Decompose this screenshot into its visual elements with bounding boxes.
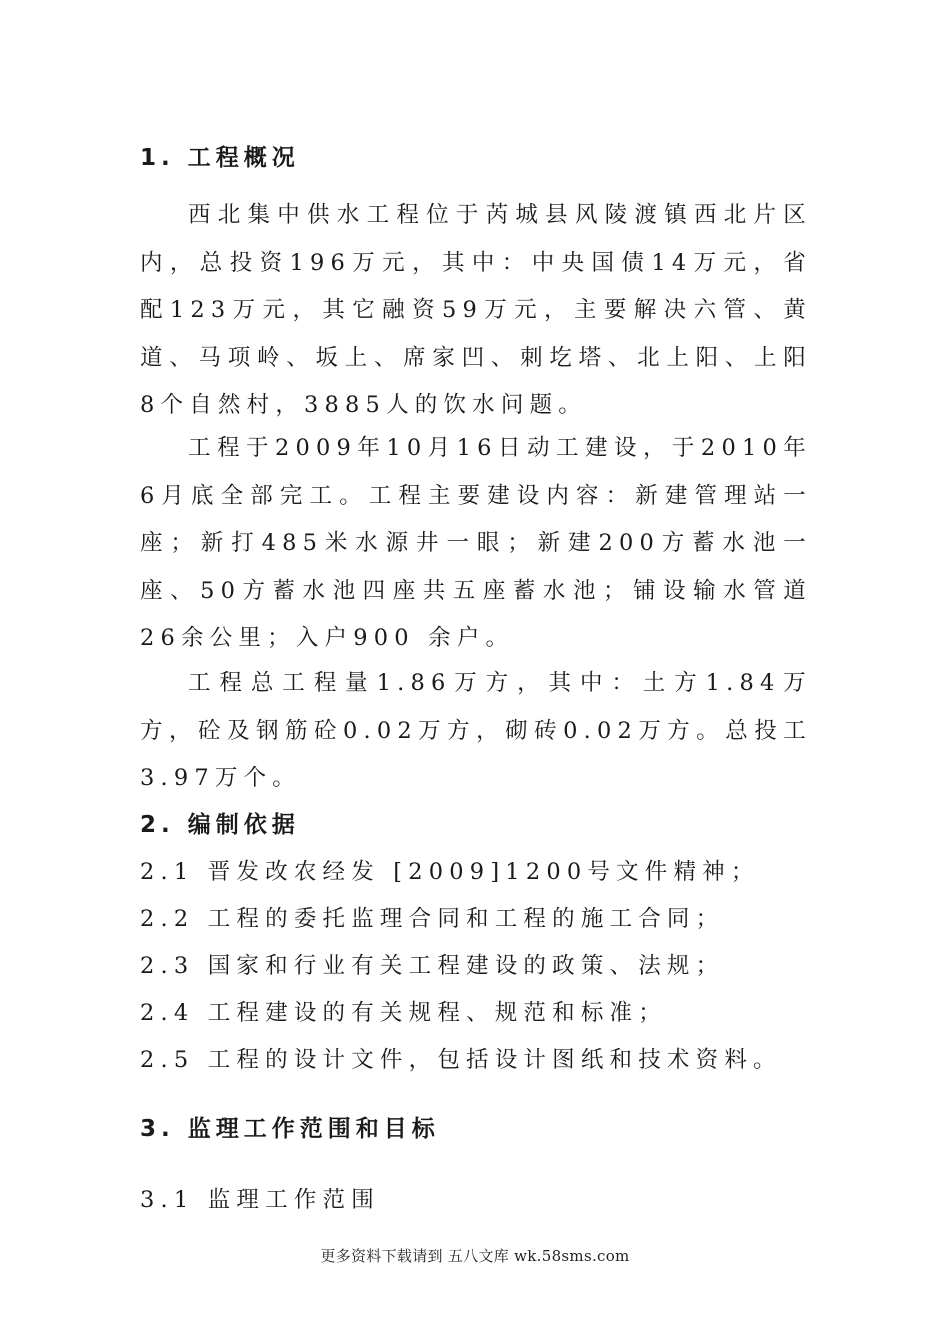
- section-1-heading: 1. 工程概况: [140, 145, 300, 171]
- basis-item: 2.5 工程的设计文件，包括设计图纸和技术资料。: [140, 1047, 782, 1073]
- section-1-paragraph-1: 西北集中供水工程位于芮城县风陵渡镇西北片区内，总投资196万元，其中：中央国债14万元，省配123万元，其它融资59万元，主要解决六管、黄道、马项岭、坂上、席家凹、刺圪塔、北上阳、上阳8个自然村，3885人的饮水问题。: [140, 202, 812, 418]
- section-1-paragraph-3: 工程总工程量1.86万方，其中：土方1.84万方，砼及钢筋砼0.02万方，砌砖0.02万方。总投工3.97万个。: [140, 670, 812, 791]
- footer-link-text[interactable]: 更多资料下载请到 五八文库 wk.58sms.com: [320, 1247, 630, 1265]
- basis-item: 2.4 工程建设的有关规程、规范和标准；: [140, 1000, 667, 1026]
- section-3-1-subheading: 3.1 监理工作范围: [140, 1187, 380, 1213]
- section-2-heading: 2. 编制依据: [140, 812, 300, 838]
- section-3-heading: 3. 监理工作范围和目标: [140, 1116, 440, 1142]
- basis-item: 2.2 工程的委托监理合同和工程的施工合同；: [140, 906, 725, 932]
- basis-item: 2.1 晋发改农经发 [2009]1200号文件精神；: [140, 859, 760, 885]
- basis-item: 2.3 国家和行业有关工程建设的政策、法规；: [140, 953, 725, 979]
- section-1-paragraph-2: 工程于2009年10月16日动工建设，于2010年6月底全部完工。工程主要建设内容：新建管理站一座；新打485米水源井一眼；新建200方蓄水池一座、50方蓄水池四座共五座蓄水池；铺设输水管道26余公里；入户900 余户。: [140, 435, 812, 651]
